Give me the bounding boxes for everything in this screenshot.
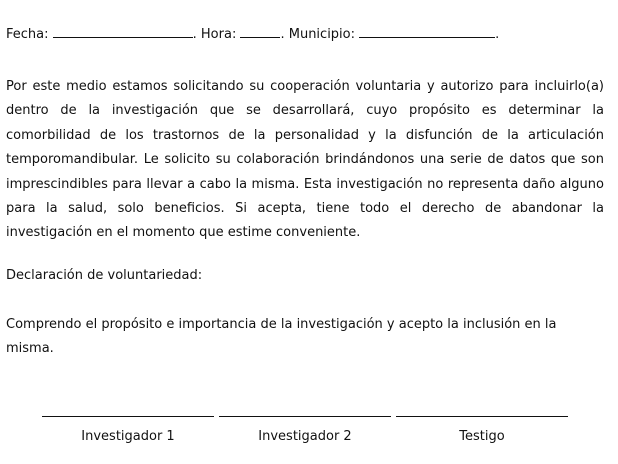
header-fields: [6, 26, 604, 44]
header-end-punct: .: [495, 27, 500, 42]
signature-label: Investigador 1: [81, 429, 175, 444]
signature-section: [42, 416, 572, 446]
municipality-blank: [359, 26, 495, 38]
signature-line: [42, 416, 214, 417]
signature-investigator-1: [42, 416, 214, 446]
date-blank: [53, 26, 193, 38]
comprehension-statement: Comprendo el propósito e importancia de la investigación y acepto la inclusión en la misma.: [6, 316, 557, 356]
signature-witness: [396, 416, 568, 446]
signature-label: Investigador 2: [258, 429, 352, 444]
consent-paragraph: Por este medio estamos solicitando su cooperación voluntaria y autorizo para incluirlo(a) dentro de la investigación que se desarrollará, cuyo propósito es determinar la comorbilidad de los trastornos de la personalidad y la disfunción de la articulación temporomandibular. Le solicito su colaboración brindándonos una serie de datos que son imprescindibles para llevar a cabo la misma. Esta investigación no representa daño alguno para la salud, solo beneficios. Si acepta, tiene todo el derecho de abandonar la investigación en el momento que estime conveniente.: [6, 79, 604, 241]
signature-label: Testigo: [459, 429, 505, 444]
date-label: Fecha:: [6, 27, 49, 42]
hour-blank: [240, 26, 280, 38]
hour-label: . Hora:: [192, 27, 237, 42]
signature-line: [219, 416, 391, 417]
signature-line: [396, 416, 568, 417]
signature-investigator-2: [219, 416, 391, 446]
municipality-label: . Municipio:: [280, 27, 355, 42]
consent-document: [6, 26, 604, 361]
declaration-heading: Declaración de voluntariedad:: [6, 267, 203, 283]
